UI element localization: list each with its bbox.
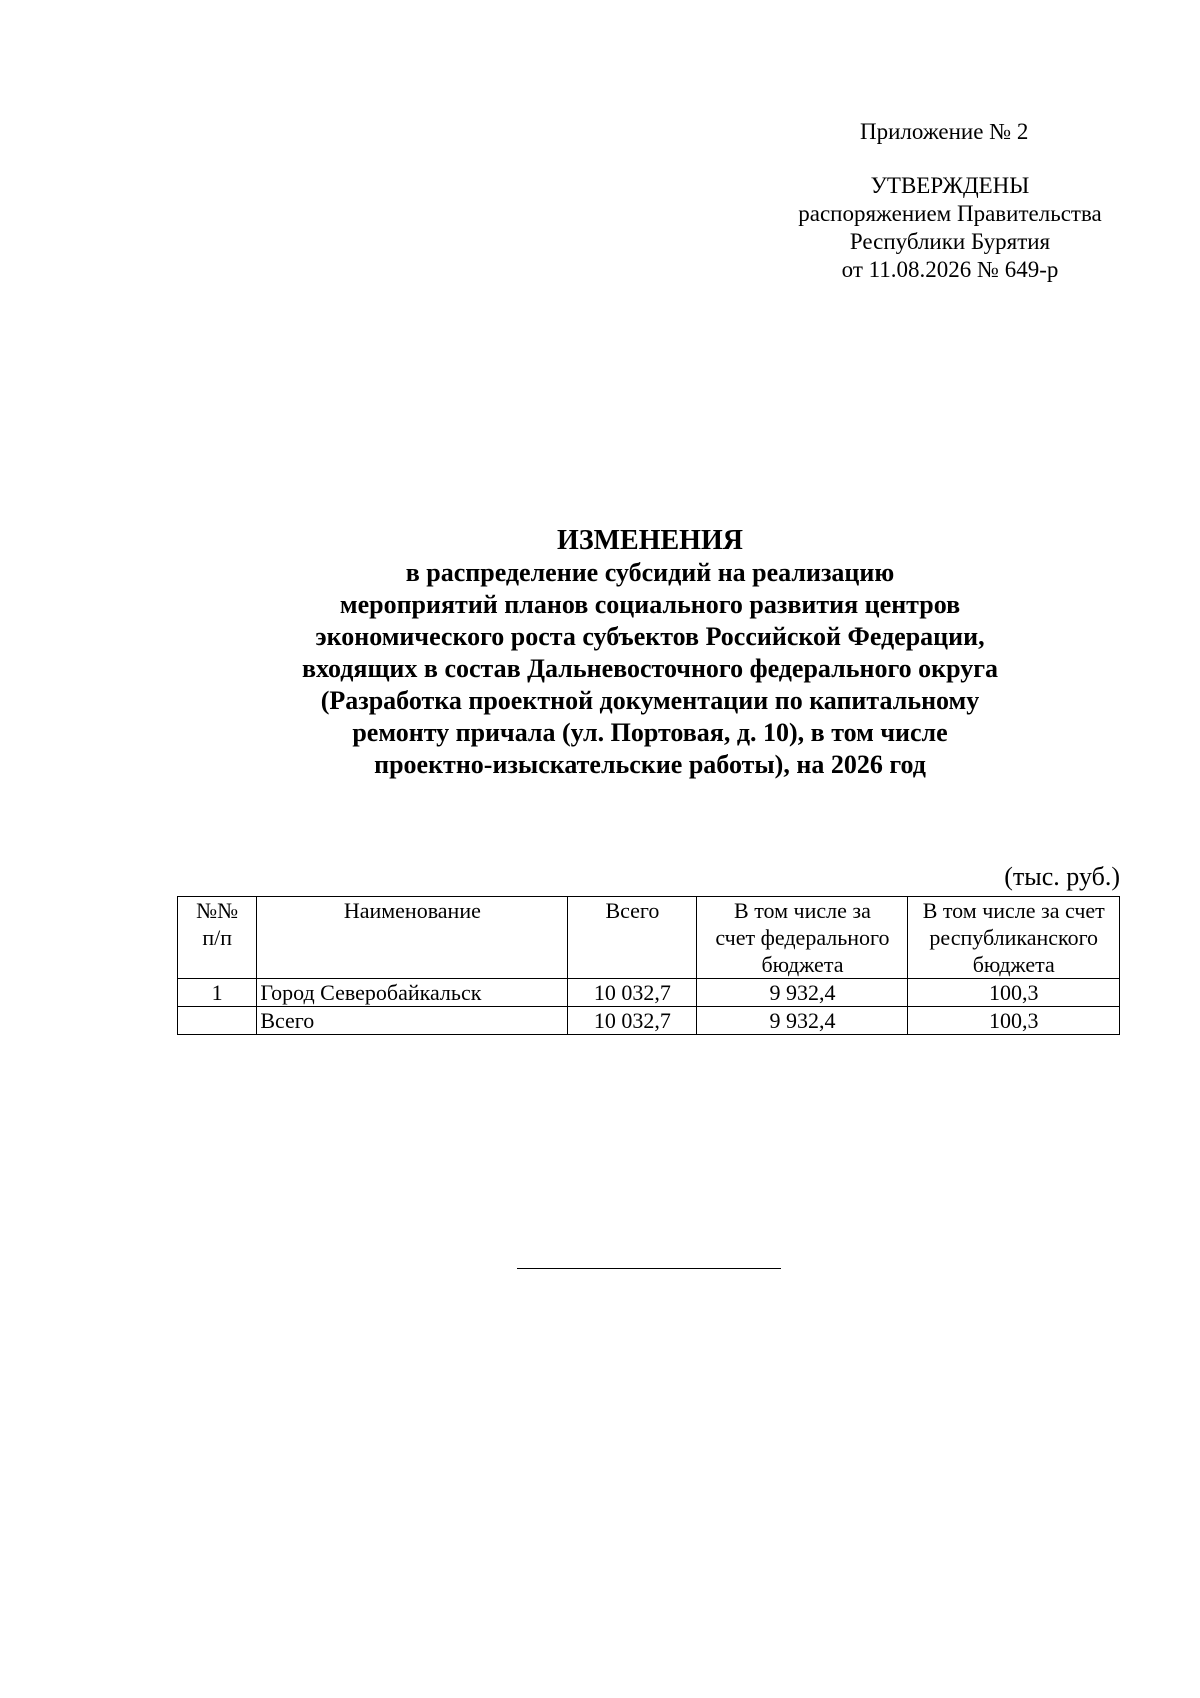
cell-federal: 9 932,4 <box>697 1007 908 1035</box>
title-line: проектно-изыскательские работы), на 2026 год <box>374 750 926 779</box>
approval-line-republic: Республики Бурятия <box>849 229 1051 254</box>
cell-name: Город Северобайкальск <box>257 979 568 1007</box>
cell-name: Всего <box>257 1007 568 1035</box>
table-row-total <box>178 1007 1120 1035</box>
subsidy-table <box>177 896 1120 1035</box>
approval-line-date-number: от 11.08.2026 № 649-р <box>841 257 1059 282</box>
title-main: ИЗМЕНЕНИЯ <box>557 525 743 556</box>
header-num-line: №№ <box>196 898 239 923</box>
units-label: (тыс. руб.) <box>1004 862 1120 891</box>
table-header-row <box>178 897 1120 979</box>
title-line: экономического роста субъектов Российской Федерации, <box>315 622 985 651</box>
header-republic-line: республиканского <box>929 925 1099 950</box>
title-line: мероприятий планов социального развития центров <box>339 590 961 619</box>
cell-total: 10 032,7 <box>568 979 697 1007</box>
header-republic-line: бюджета <box>972 952 1055 977</box>
header-federal <box>697 897 908 979</box>
annex-label: Приложение № 2 <box>860 119 1029 144</box>
cell-total: 10 032,7 <box>568 1007 697 1035</box>
cell-federal: 9 932,4 <box>697 979 908 1007</box>
title-line: в распределение субсидий на реализацию <box>405 558 895 587</box>
header-federal-line: бюджета <box>761 952 844 977</box>
header-num <box>178 897 257 979</box>
header-total: Всего <box>568 897 697 979</box>
cell-republic: 100,3 <box>908 979 1120 1007</box>
header-federal-line: счет федерального <box>715 925 890 950</box>
approval-block <box>770 172 1130 284</box>
approval-line-approved: УТВЕРЖДЕНЫ <box>870 173 1030 198</box>
header-num-line: п/п <box>202 925 232 950</box>
header-federal-line: В том числе за <box>734 898 871 923</box>
closing-divider <box>517 1268 781 1269</box>
cell-num <box>178 1007 257 1035</box>
title-line: входящих в состав Дальневосточного федерального округа <box>301 654 999 683</box>
approval-line-order: распоряжением Правительства <box>798 201 1102 226</box>
header-republic <box>908 897 1120 979</box>
header-republic-line: В том числе за счет <box>922 898 1105 923</box>
cell-num: 1 <box>178 979 257 1007</box>
title-line: ремонту причала (ул. Портовая, д. 10), в том числе <box>352 718 948 747</box>
table-row <box>178 979 1120 1007</box>
title-line: (Разработка проектной документации по капитальному <box>320 686 980 715</box>
cell-republic: 100,3 <box>908 1007 1120 1035</box>
document-title <box>160 525 1140 781</box>
header-name: Наименование <box>257 897 568 979</box>
